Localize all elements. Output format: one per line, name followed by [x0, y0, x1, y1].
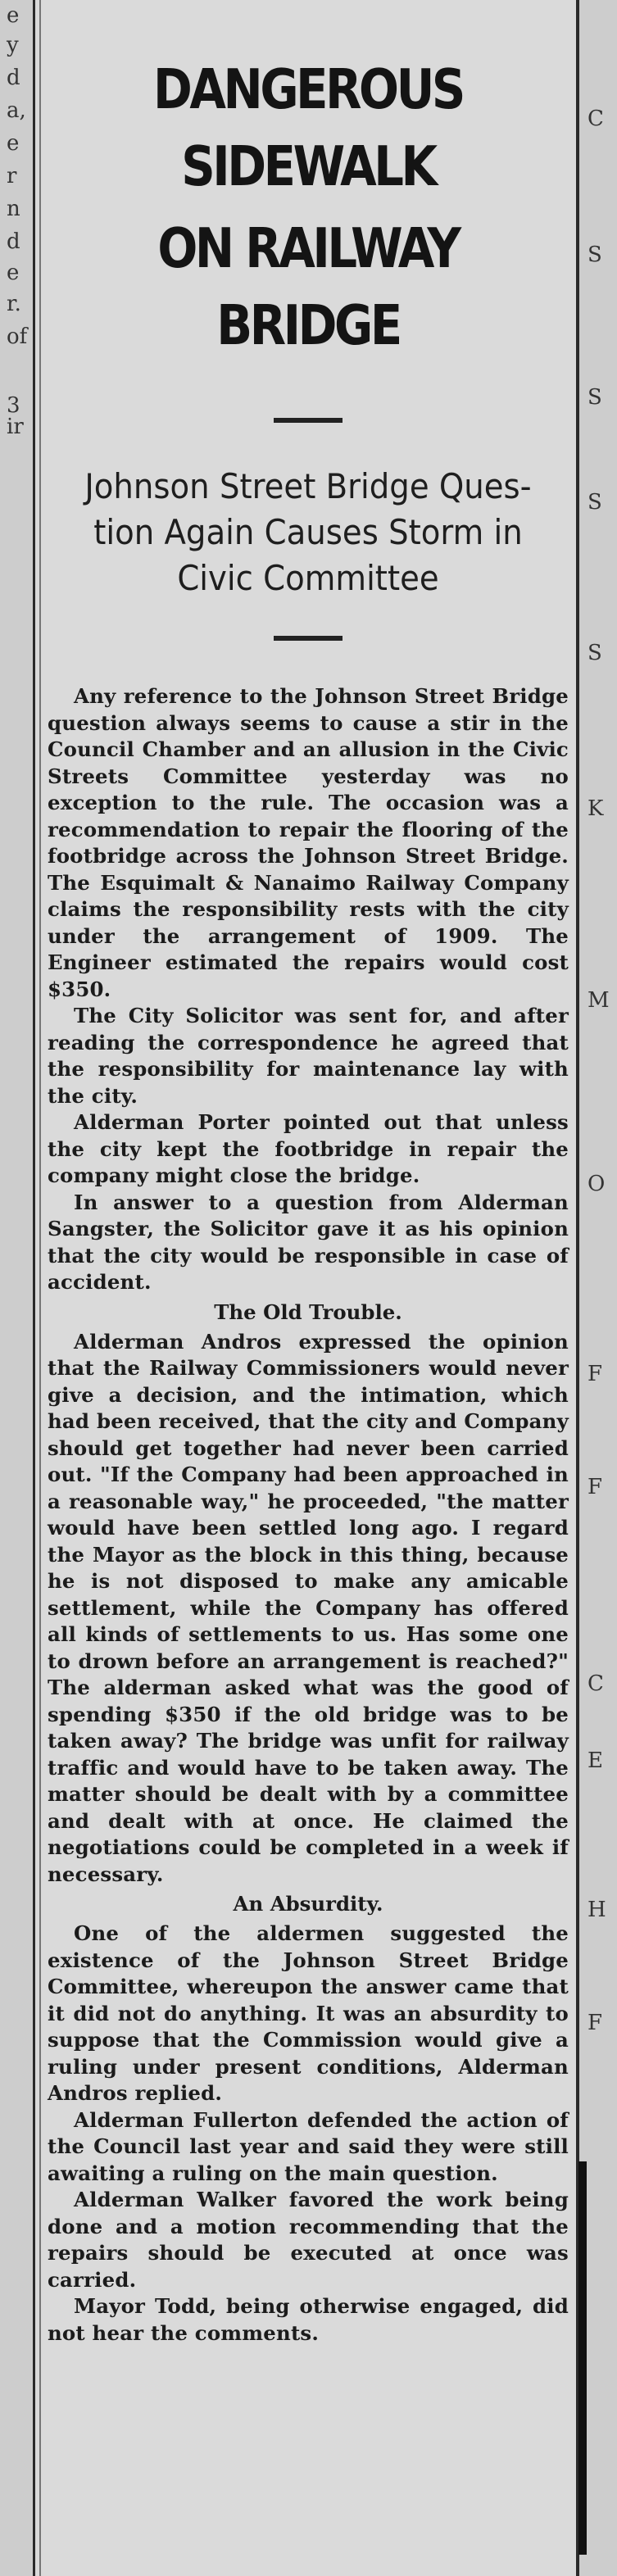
gutter-letter: C — [588, 1671, 604, 1696]
gutter-letter: S — [588, 490, 602, 515]
gutter-letter: a, — [7, 98, 26, 123]
gutter-letter: M — [588, 988, 610, 1013]
section-subhead: The Old Trouble. — [214, 1299, 402, 1324]
paragraph: One of the aldermen suggested the existence of the Johnson Street Bridge Committee, whereupon the answer came that it did not do anything. It was an absurdity to suppose that the Commission would give a ruling under present conditions, Alderman Andros replied. — [48, 1921, 569, 2105]
section-subhead: An Absurdity. — [233, 1892, 383, 1916]
gutter-letter: r — [7, 164, 17, 188]
gutter-letter: of — [7, 324, 28, 349]
gutter-letter: d — [7, 229, 20, 254]
gutter-letter: ir — [7, 415, 24, 439]
gutter-letter: H — [588, 1898, 606, 1922]
paragraph: Alderman Walker favored the work being done and a motion recommending that the repairs should be executed at once was carried. — [48, 2188, 569, 2292]
gutter-letter: r. — [7, 292, 21, 316]
column-rule — [39, 0, 41, 2576]
gutter-letter: e — [7, 131, 20, 156]
gutter-letter: F — [588, 2011, 603, 2035]
left-column-fragment — [0, 0, 33, 2576]
gutter-letter: F — [588, 1362, 603, 1386]
subheadline-line-1: Johnson Street Bridge Ques- — [84, 466, 532, 506]
subheadline-line-2: tion Again Causes Storm in — [93, 512, 523, 552]
paragraph: The City Solicitor was sent for, and after reading the correspondence he agreed that the responsibility for maintenance lay with the city. — [48, 1004, 569, 1108]
gutter-letter: n — [7, 197, 20, 221]
paragraph: Alderman Porter pointed out that unless the city kept the footbridge in repair the company might close the bridge. — [48, 1110, 569, 1187]
gutter-letter: S — [588, 641, 602, 665]
gutter-letter: S — [588, 243, 602, 267]
gutter-letter: K — [588, 796, 604, 821]
paragraph: Alderman Andros expressed the opinion that the Railway Commissioners would never give a decision, and the intimation, which had been received, that the city and Company should get together had never been carried out. "If the Company had been approached in a reasonable way," he proceeded, "the matter would have been settled long ago. I regard the Mayor as the block in this thing, because he is not disposed to make any amicable settlement, while the Company has offered all kinds of settlements to us. Has some one to drown before an arrangement is reached?" The alderman asked what was the good of spending $350 if the old bridge was to be taken away? The bridge was unfit for railway traffic and would have to be taken away. The matter should be dealt with by a committee and dealt with at once. He claimed the negotiations could be completed in a week if necessary. — [48, 1329, 569, 1886]
gutter-letter: C — [588, 107, 604, 131]
gutter-letter: F — [588, 1475, 603, 1499]
column-bar — [578, 2161, 587, 2555]
paragraph: Any reference to the Johnson Street Bridge question always seems to cause a stir in the Council Chamber and an allusion in the Civic Streets Committee yesterday was no exception to the rule. The occasion was a recommendation to repair the flooring of the footbridge across the Johnson Street Bridge. The Esquimalt & Nanaimo Railway Company claims the responsibility rests with the city under the arrangement of 1909. The Engineer estimated the repairs would cost $350. — [48, 684, 569, 1001]
divider-rule — [274, 636, 343, 641]
headline-line-1: DANGEROUS SIDEWALK — [153, 57, 463, 198]
article-body — [48, 683, 569, 2347]
gutter-letter: O — [588, 1172, 606, 1196]
gutter-letter: S — [588, 385, 602, 410]
article — [48, 16, 569, 2347]
gutter-letter: 3 — [7, 393, 20, 418]
paragraph: Mayor Todd, being otherwise engaged, did not hear the comments. — [48, 2294, 569, 2345]
headline-line-2: ON RAILWAY BRIDGE — [157, 216, 459, 357]
gutter-letter: y — [7, 33, 19, 57]
gutter-letter: e — [7, 261, 20, 285]
gutter-letter: E — [588, 1748, 603, 1773]
paragraph: Alderman Fullerton defended the action of the Council last year and said they were still awaiting a ruling on the main question. — [48, 2107, 569, 2185]
gutter-letter: e — [7, 3, 20, 28]
gutter-letter: d — [7, 66, 20, 90]
column-rule — [33, 0, 35, 2576]
paragraph: In answer to a question from Alderman Sangster, the Solicitor gave it as his opinion that the city would be responsible in case of accident. — [48, 1190, 569, 1294]
subheadline-line-3: Civic Committee — [177, 558, 439, 598]
divider-rule — [274, 418, 343, 423]
